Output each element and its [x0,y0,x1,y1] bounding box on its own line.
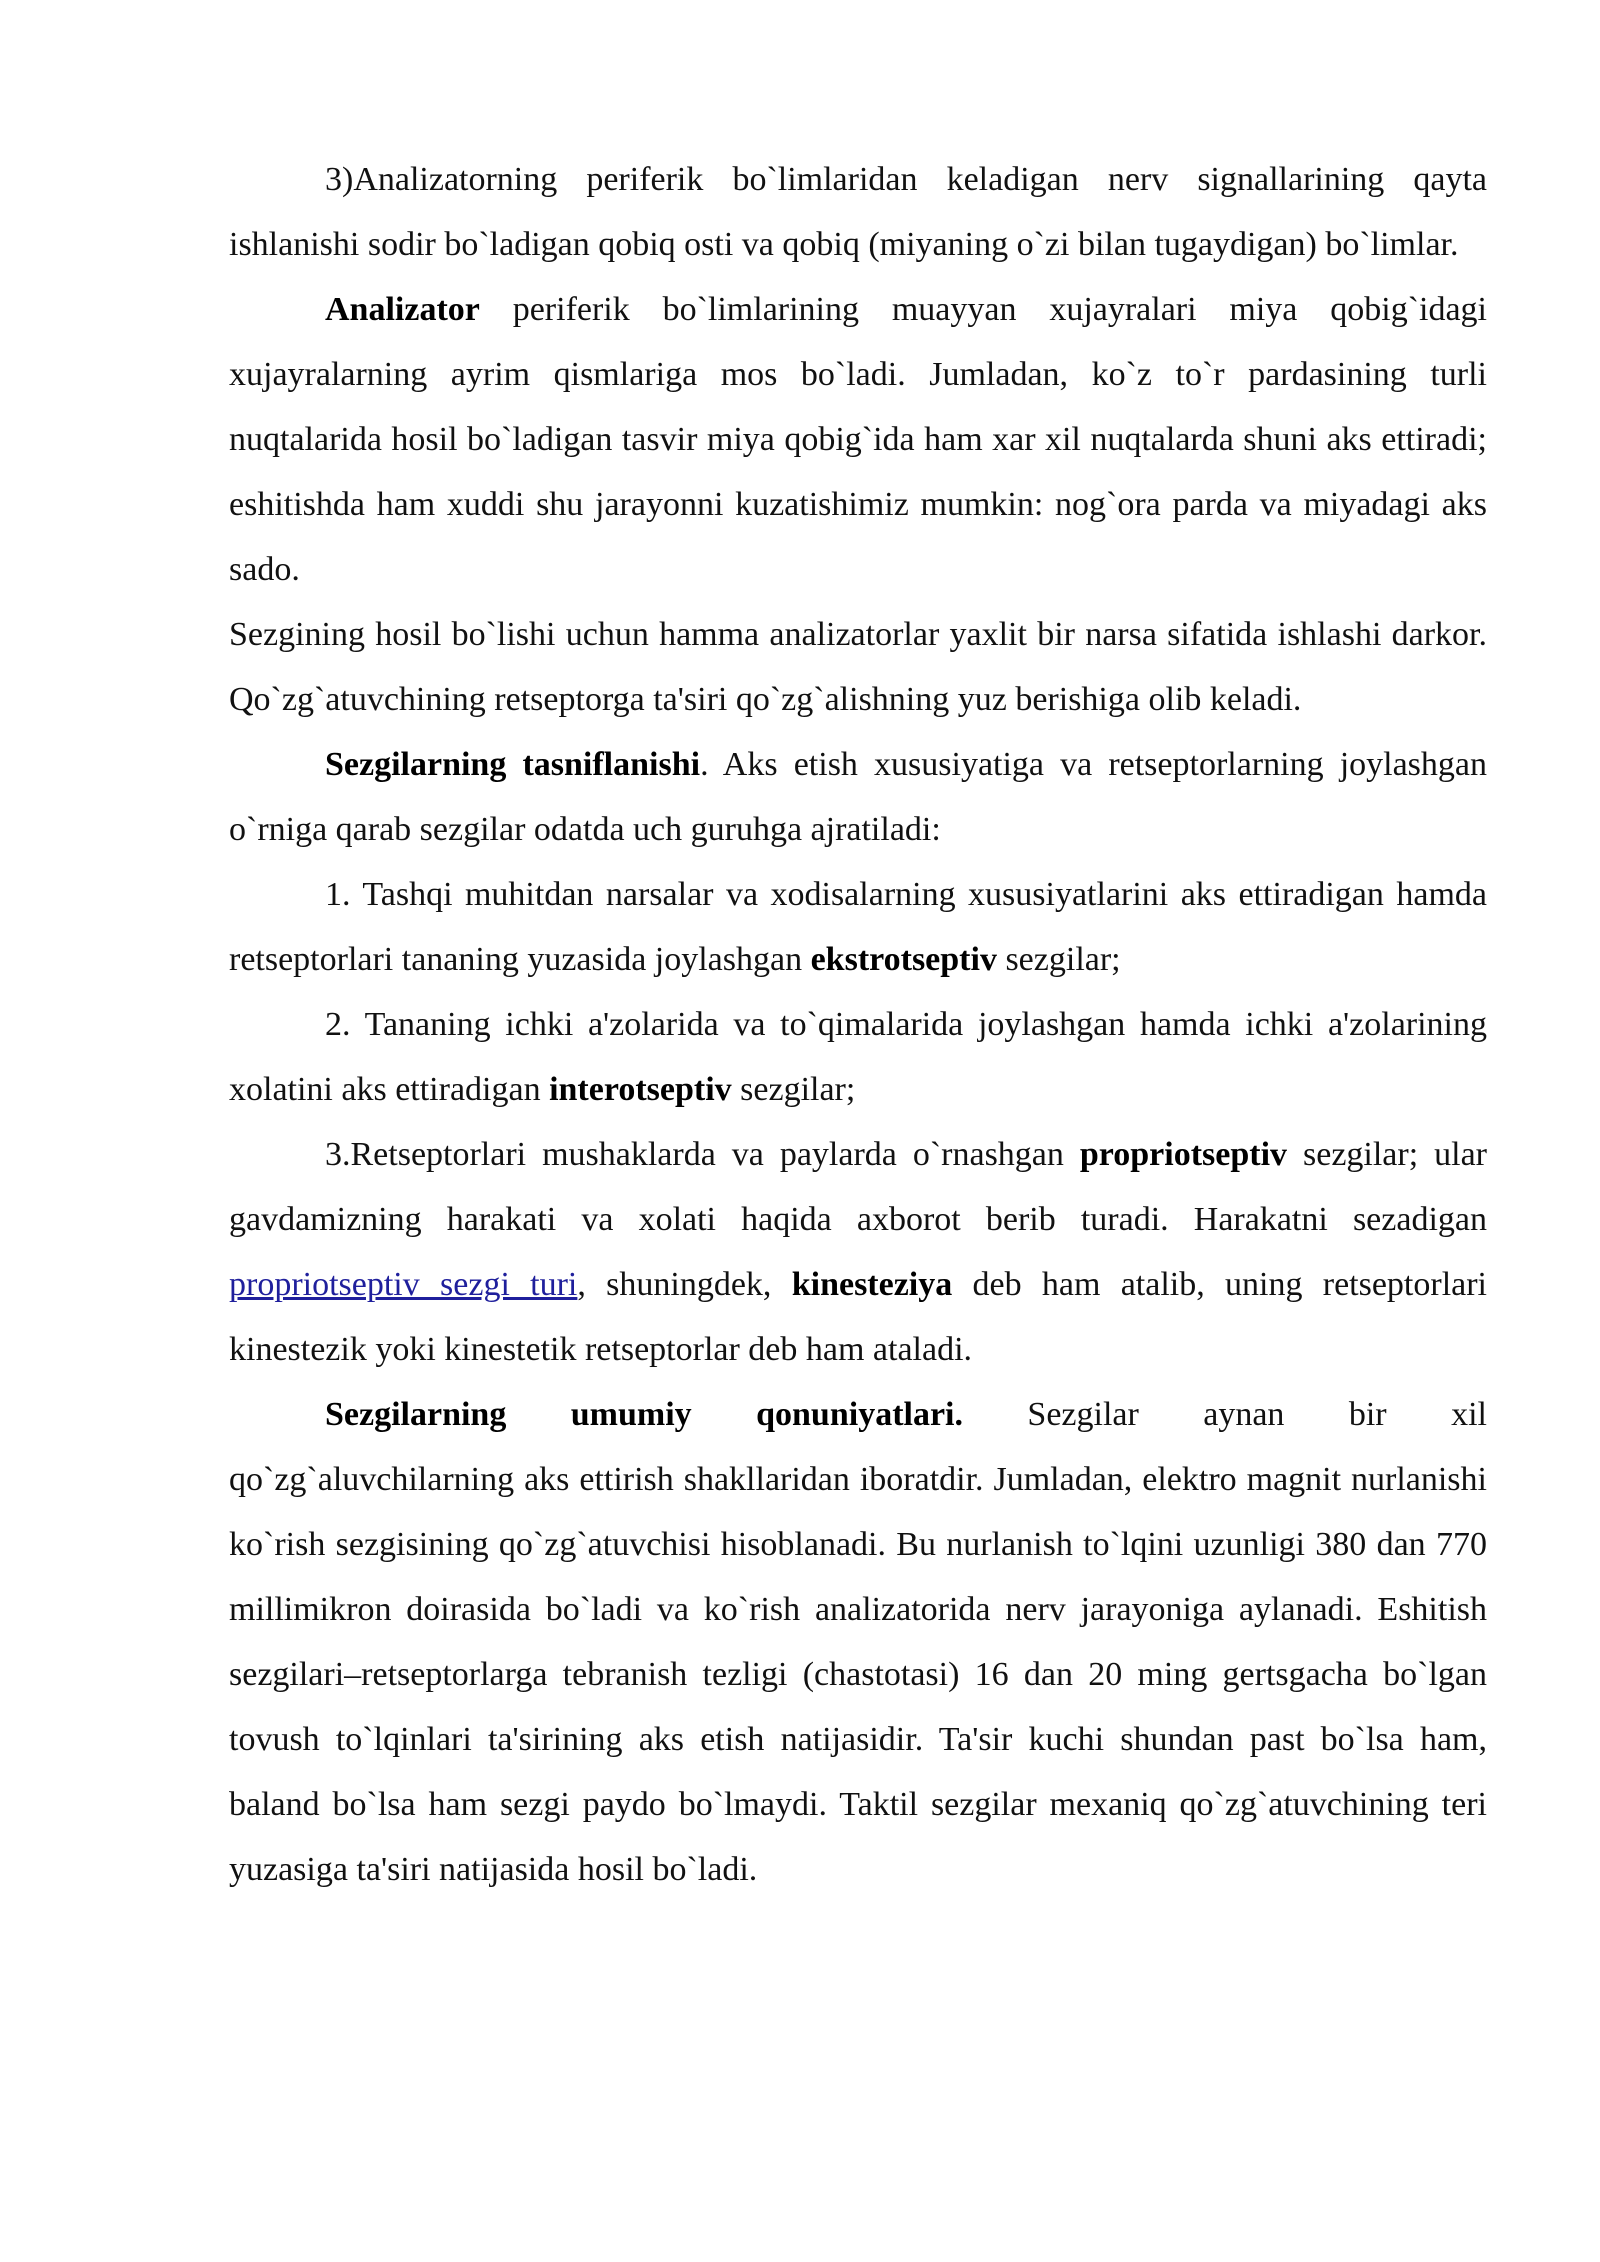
paragraph-sensation-formation: Sezgining hosil bo`lishi uchun hamma analizatorlar yaxlit bir narsa sifatida ishlashi darkor. Qo`zg`atuvchining retseptorga ta'siri qo`zg`alishning yuz berishiga olib keladi. [229,616,1487,718]
list-item-text: sezgilar; ular gavdamizning harakati va xolati haqida axborot berib turadi. Harakatni sezadigan [229,1136,1487,1238]
list-item-proprioceptive [229,1122,1487,1382]
term-ekstrotseptiv: ekstrotseptiv [810,941,997,978]
heading-word: umumiy [570,1396,692,1433]
heading-word: bir [1348,1396,1387,1433]
list-item-text: 1. Tashqi muhitdan narsalar va xodisalarning xususiyatlarini aks ettiradigan hamda retseptorlari tananing yuzasida joylashgan [229,876,1487,978]
term-kinesteziya: kinesteziya [791,1266,953,1303]
list-item-text: 3.Retseptorlari mushaklarda va paylarda o`rnashgan [325,1136,1080,1173]
list-item-text: sezgilar; [731,1071,856,1108]
heading-word: aynan [1203,1396,1285,1433]
paragraph-analyzer-periphery [229,277,1487,602]
document-page [229,147,1487,1902]
list-item-text: deb ham atalib, uning retseptorlari kinestezik yoki kinestetik retseptorlar deb ham ataladi. [229,1266,1487,1368]
section-heading-classification: Sezgilarning tasniflanishi [325,746,701,783]
paragraph-analyzer-sections: 3)Analizatorning periferik bo`limlaridan keladigan nerv signallarining qayta ishlanishi sodir bo`ladigan qobiq osti va qobiq (miyaning o`zi bilan tugaydigan) bo`limlar. [229,161,1487,263]
paragraph-text: periferik bo`limlarining muayyan xujayralari miya qobig`idagi xujayralarning ayrim qismlariga mos bo`ladi. Jumladan, ko`z to`r pardasining turli nuqtalarida hosil bo`ladigan tasvir miya qobig`ida ham xar xil nuqtalarda shuni aks ettiradi; eshitishda ham xuddi shu jarayonni kuzatishimiz mumkin: nog`ora parda va miyadagi aks sado. [229,291,1487,588]
term-analizator: Analizator [325,291,480,328]
paragraph-classification-intro [229,732,1487,862]
term-propriotseptiv: propriotseptiv [1079,1136,1288,1173]
heading-word: Sezgilar [1027,1396,1139,1433]
link-propriotseptiv-sezgi-turi[interactable]: propriotseptiv sezgi turi [229,1266,578,1303]
paragraph-general-laws: qo`zg`aluvchilarning aks ettirish shakllaridan iboratdir. Jumladan, elektro magnit nurlanishi ko`rish sezgisining qo`zg`atuvchisi hisoblanadi. Bu nurlanish to`lqini uzunligi 380 dan 770 millimikron doirasida bo`ladi va ko`rish analizatorida nerv jarayoniga aylanadi. Eshitish sezgilari–retseptorlarga tebranish tezligi (chastotasi) 16 dan 20 ming gertsgacha bo`lgan tovush to`lqinlari ta'sirining aks etish natijasidir. Ta'sir kuchi shundan past bo`lsa ham, baland bo`lsa ham sezgi paydo bo`lmaydi. Taktil sezgilar mexaniq qo`zg`atuvchining teri yuzasiga ta'siri natijasida hosil bo`ladi. [229,1461,1487,1888]
list-item-text: sezgilar; [996,941,1121,978]
term-interotseptiv: interotseptiv [549,1071,732,1108]
list-item-text: , shuningdek, [577,1266,792,1303]
heading-word: xil [1451,1396,1487,1433]
list-item-text: 2. Tananing ichki a'zolarida va to`qimalarida joylashgan hamda ichki a'zolarining xolatini aks ettiradigan [229,1006,1487,1108]
list-item-interoceptive [229,992,1487,1122]
heading-word: qonuniyatlari. [756,1396,963,1433]
paragraph-text: . Aks etish xususiyatiga va retseptorlarning joylashgan o`rniga qarab sezgilar odatda uch guruhga ajratiladi: [229,746,1487,848]
section-heading-general-laws [229,1382,1487,1447]
list-item-exteroceptive [229,862,1487,992]
heading-word: Sezgilarning [325,1396,507,1433]
